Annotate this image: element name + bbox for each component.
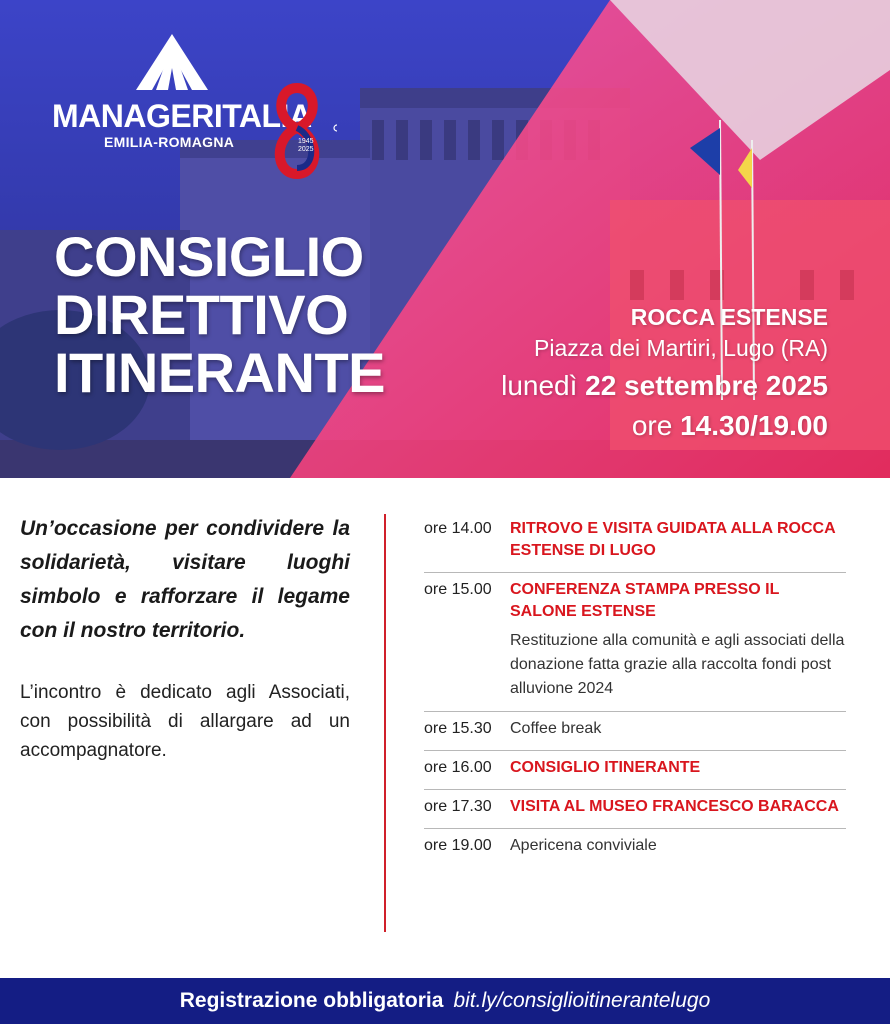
agenda-title: CONSIGLIO ITINERANTE <box>510 759 701 776</box>
agenda-item: Coffee break <box>510 720 602 737</box>
event-title <box>54 225 385 404</box>
agenda-time: ore 15.30 <box>424 720 492 737</box>
year-from: 1945 <box>298 138 314 145</box>
time-value: 14.30/19.00 <box>680 410 828 441</box>
event-time <box>501 406 828 446</box>
column-divider <box>384 514 386 932</box>
agenda-time: ore 14.00 <box>424 520 492 537</box>
registration-footer <box>0 978 890 1024</box>
registration-link[interactable]: bit.ly/consiglioitinerantelugo <box>453 989 711 1012</box>
agenda-title: RITROVO E VISITA GUIDATA ALLA ROCCA ESTENSE DI LUGO <box>510 520 836 559</box>
agenda-time: ore 17.30 <box>424 798 492 815</box>
registration-label: Registrazione obbligatoria <box>179 989 444 1012</box>
description-column <box>20 512 350 765</box>
date-prefix: lunedì <box>501 370 578 401</box>
agenda-row <box>424 751 846 790</box>
agenda-description: Restituzione alla comunità e agli associati della donazione fatta grazie alla raccolta fondi post alluvione 2024 <box>510 632 845 697</box>
intro-text: Un’occasione per condividere la solidarietà, visitare luoghi simbolo e rafforzare il legame con il nostro territorio. <box>20 517 350 642</box>
agenda-row <box>424 712 846 751</box>
title-line-2: DIRETTIVO <box>54 283 349 346</box>
agenda-time: ore 19.00 <box>424 837 492 854</box>
event-date <box>501 366 828 406</box>
manageritalia-logo <box>52 32 362 182</box>
venue-info <box>501 302 828 446</box>
agenda-title: VISITA AL MUSEO FRANCESCO BARACCA <box>510 798 839 815</box>
hero-banner <box>0 0 890 478</box>
figure-eight-ribbon-icon <box>257 80 337 180</box>
agenda-row <box>424 573 846 712</box>
venue-address: Piazza dei Martiri, Lugo (RA) <box>534 335 828 361</box>
agenda-time: ore 16.00 <box>424 759 492 776</box>
agenda-row <box>424 829 846 867</box>
agenda-row <box>424 790 846 829</box>
venue-name: ROCCA ESTENSE <box>630 304 828 330</box>
brand-name: MANAGERITALIA <box>52 98 312 134</box>
triangle-logo-icon <box>132 32 212 92</box>
agenda-list <box>424 512 846 867</box>
date-value: 22 settembre 2025 <box>585 370 828 401</box>
agenda-time: ore 15.00 <box>424 581 492 598</box>
year-to: 2025 <box>298 146 314 153</box>
brand-region: EMILIA-ROMAGNA <box>104 134 235 150</box>
time-prefix: ore <box>631 410 673 441</box>
title-line-3: ITINERANTE <box>54 341 385 404</box>
agenda-item: Apericena conviviale <box>510 837 657 854</box>
anniversary-years <box>298 138 314 154</box>
attendance-note: L’incontro è dedicato agli Associati, con possibilità di allargare ad un accompagnatore. <box>20 682 350 761</box>
agenda-row <box>424 512 846 573</box>
title-line-1: CONSIGLIO <box>54 225 364 288</box>
agenda-title: CONFERENZA STAMPA PRESSO IL SALONE ESTENSE <box>510 581 780 620</box>
